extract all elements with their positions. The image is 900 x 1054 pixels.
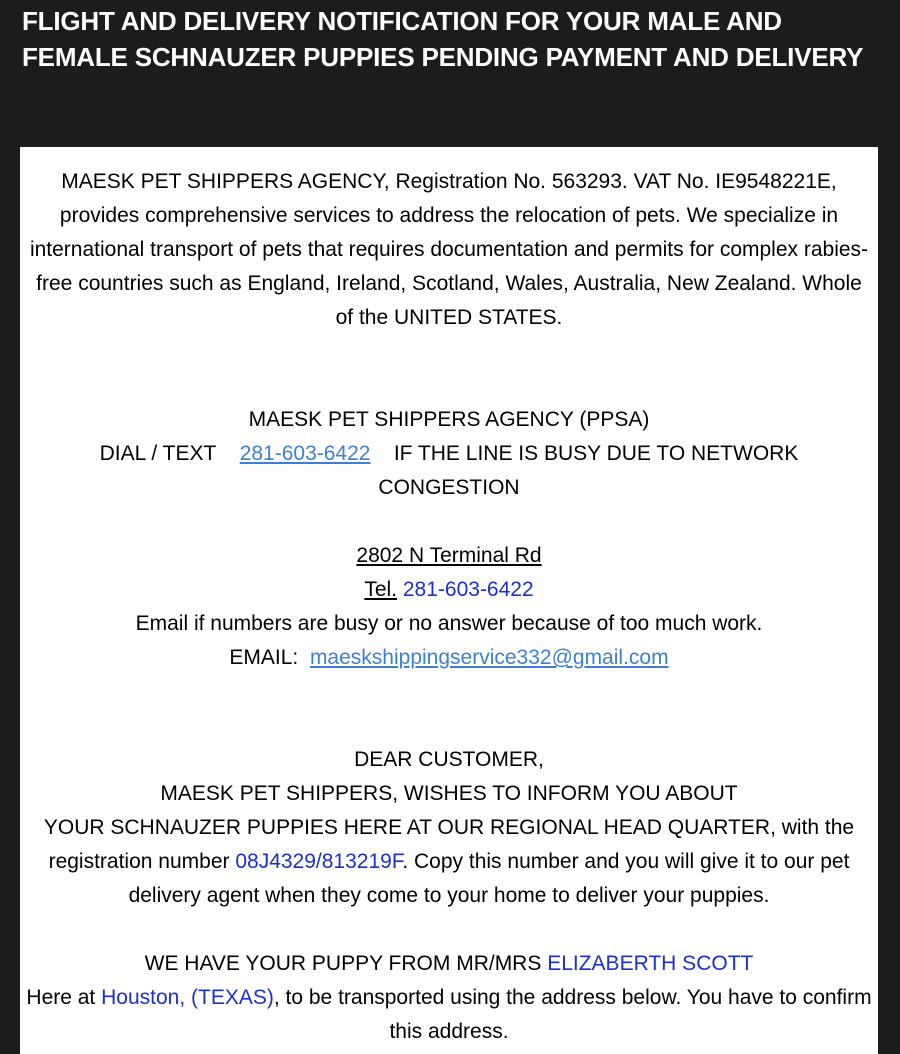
dial-suffix: IF THE LINE IS BUSY DUE TO NETWORK CONGESTION — [378, 442, 799, 499]
email-subject: FLIGHT AND DELIVERY NOTIFICATION FOR YOUR MALE AND FEMALE SCHNAUZER PUPPIES PENDING PAYMENT AND DELIVERY — [22, 6, 864, 72]
email-note: Email if numbers are busy or no answer because of too much work. — [135, 612, 763, 635]
email-address-link[interactable]: maeskshippingservice332@gmail.com — [309, 646, 669, 669]
location-post: , to be transported using the address below. You have to confirm this address. — [273, 986, 872, 1043]
location-city: Houston, (TEXAS) — [101, 986, 274, 1009]
puppy-from-line — [20, 947, 878, 981]
email-label: EMAIL: — [229, 646, 299, 669]
intro-paragraph: MAESK PET SHIPPERS AGENCY, Registration No. 563293. VAT No. IE9548221E, provides comprehensive services to address the relocation of pets. We specialize in international transport of pets that requires documentation and permits for complex rabies-free countries such as England, Ireland, Scotland, Wales, Australia, New Zealand. Whole of the UNITED STATES. — [29, 170, 869, 329]
tel-phone[interactable]: 281-603-6422 — [402, 578, 534, 601]
greeting: DEAR CUSTOMER, — [354, 748, 544, 771]
dial-prefix: DIAL / TEXT — [99, 442, 217, 465]
email-line — [20, 641, 878, 675]
address-text: 2802 N Terminal Rd — [356, 544, 542, 567]
puppy-from-text: WE HAVE YOUR PUPPY FROM MR/MRS — [144, 952, 542, 975]
inform-text-pre: YOUR SCHNAUZER PUPPIES HERE AT OUR REGIONAL HEAD QUARTER, with the registration number — [43, 816, 855, 873]
address-line — [20, 539, 878, 573]
tel-line — [20, 573, 878, 607]
inform-paragraph — [20, 811, 878, 913]
puppy-from-name: ELIZABERTH SCOTT — [547, 952, 754, 975]
dial-phone-link[interactable]: 281-603-6422 — [239, 442, 371, 465]
registration-number: 08J4329/813219F — [235, 850, 403, 873]
location-paragraph — [20, 981, 878, 1049]
agency-name: MAESK PET SHIPPERS AGENCY (PPSA) — [248, 408, 650, 431]
tel-label: Tel. — [364, 578, 398, 601]
location-pre: Here at — [26, 986, 96, 1009]
dial-line — [20, 437, 878, 505]
inform-line-1: MAESK PET SHIPPERS, WISHES TO INFORM YOU ABOUT — [160, 782, 738, 805]
email-body — [20, 147, 878, 1054]
inform-text-post: . Copy this number and you will give it to our pet delivery agent when they come to your home to deliver your puppies. — [128, 850, 850, 907]
